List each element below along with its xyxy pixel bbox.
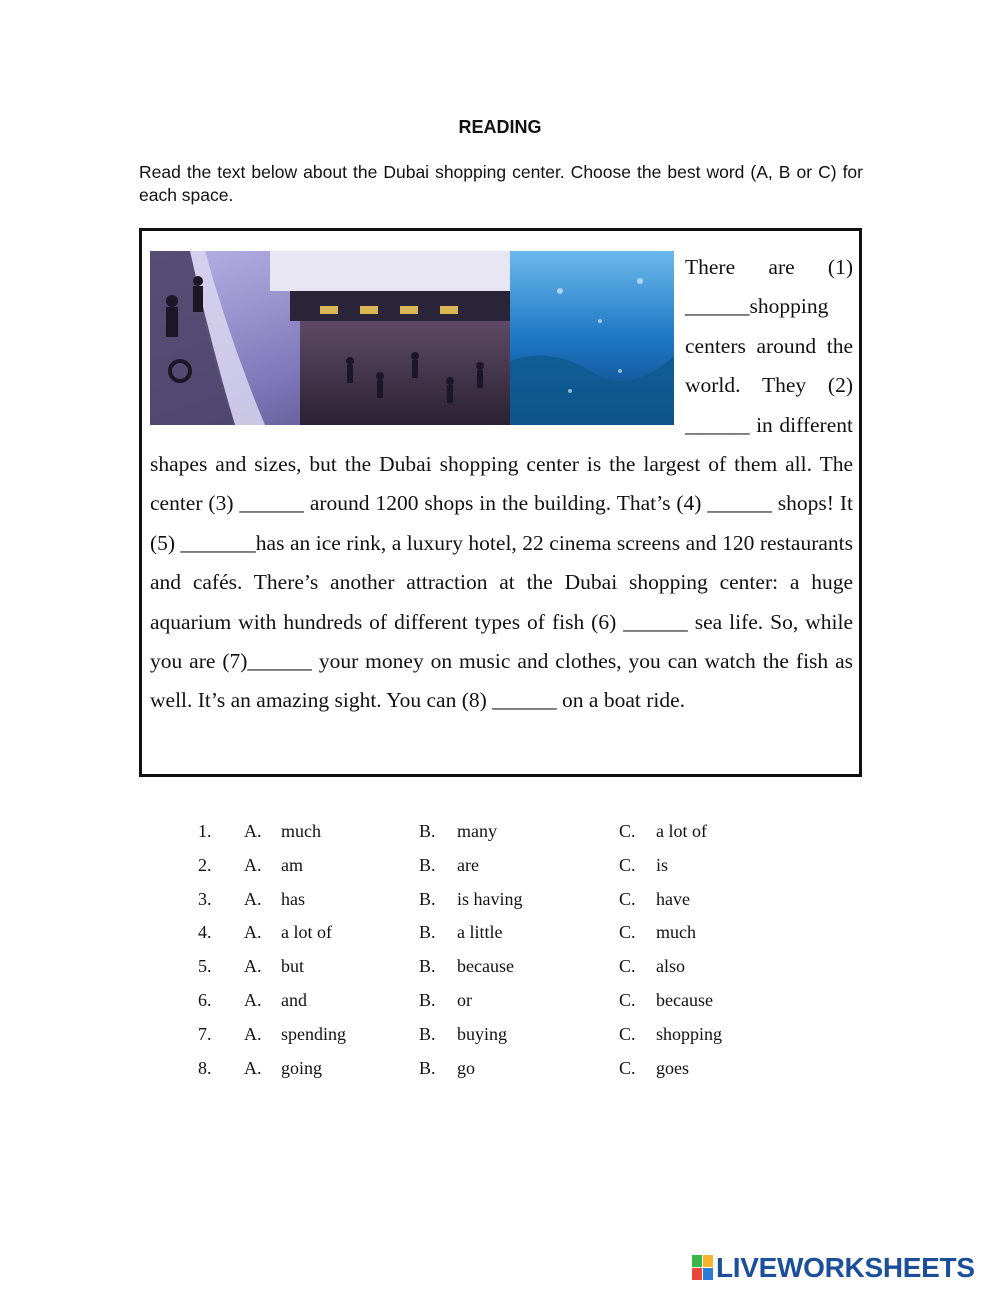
option-b[interactable]: because: [457, 956, 514, 977]
option-row: [198, 815, 798, 849]
option-c[interactable]: also: [656, 956, 685, 977]
passage-text: There are (1) ______shopping centers around the world. They (2) ______ in different shapes and sizes, but the Dubai shopping center is the largest of them all. The center (3) ______ around 1200 shops in the building. That’s (4) ______ shops! It (5) _______has an ice rink, a luxury hotel, 22 cinema screens and 120 restaurants and cafés. There’s another attraction at the Dubai shopping center: a huge aquarium with hundreds of different types of fish (6) ______ sea life. So, while you are (7)______ your money on music and clothes, you can watch the fish as well. It’s an amazing sight. You can (8) ______ on a boat ride.: [150, 255, 853, 713]
option-b-letter: B.: [419, 989, 436, 1010]
option-b-letter: B.: [419, 922, 436, 943]
reading-passage: [150, 248, 853, 721]
option-a[interactable]: going: [281, 1057, 323, 1078]
option-b[interactable]: or: [457, 989, 472, 1010]
option-a[interactable]: a lot of: [281, 922, 332, 943]
option-a[interactable]: and: [281, 989, 307, 1010]
image-float-spacer: [150, 248, 685, 438]
option-c-letter: C.: [619, 1057, 636, 1078]
option-c-letter: C.: [619, 854, 636, 875]
option-c[interactable]: because: [656, 989, 713, 1010]
option-a-letter: A.: [244, 1057, 262, 1078]
option-a-letter: A.: [244, 922, 262, 943]
option-a-letter: A.: [244, 956, 262, 977]
option-row: [198, 916, 798, 950]
option-c[interactable]: have: [656, 888, 690, 909]
option-b-letter: B.: [419, 1023, 436, 1044]
option-row: [198, 984, 798, 1018]
option-c-letter: C.: [619, 989, 636, 1010]
page-title: READING: [458, 117, 542, 137]
question-number: 4.: [198, 922, 212, 943]
option-c-letter: C.: [619, 821, 636, 841]
question-number: 2.: [198, 854, 212, 875]
option-a[interactable]: spending: [281, 1023, 346, 1044]
option-a[interactable]: but: [281, 956, 305, 977]
instructions: Read the text below about the Dubai shopping center. Choose the best word (A, B or C) for each space.: [139, 162, 863, 205]
option-a-letter: A.: [244, 854, 262, 875]
option-row: [198, 1018, 798, 1052]
question-number: 7.: [198, 1023, 212, 1044]
option-c[interactable]: much: [656, 922, 696, 943]
option-c[interactable]: is: [656, 854, 669, 875]
option-b-letter: B.: [419, 854, 436, 875]
question-number: 3.: [198, 888, 212, 909]
option-c-letter: C.: [619, 956, 636, 977]
option-c[interactable]: goes: [656, 1057, 689, 1078]
option-b-letter: B.: [419, 888, 436, 909]
option-c-letter: C.: [619, 922, 636, 943]
option-a-letter: A.: [244, 888, 262, 909]
option-b[interactable]: is having: [457, 888, 523, 909]
option-a-letter: A.: [244, 1023, 262, 1044]
option-c-letter: C.: [619, 888, 636, 909]
option-a[interactable]: much: [281, 821, 321, 841]
option-b[interactable]: go: [457, 1057, 475, 1078]
option-a[interactable]: has: [281, 888, 305, 909]
option-b[interactable]: buying: [457, 1023, 508, 1044]
option-b[interactable]: a little: [457, 922, 503, 943]
option-a[interactable]: am: [281, 854, 303, 875]
option-a-letter: A.: [244, 821, 262, 841]
question-number: 6.: [198, 989, 212, 1010]
option-row: [198, 849, 798, 883]
question-number: 5.: [198, 956, 212, 977]
brand-name: LIVEWORKSHEETS: [716, 1252, 975, 1283]
option-b[interactable]: are: [457, 854, 479, 875]
question-number: 1.: [198, 821, 212, 841]
option-a-letter: A.: [244, 989, 262, 1010]
brand-footer: [692, 1252, 975, 1284]
option-row: [198, 883, 798, 917]
option-row: [198, 1052, 798, 1086]
liveworksheets-logo-icon: [692, 1255, 714, 1281]
option-b-letter: B.: [419, 821, 436, 841]
answer-options: [198, 815, 798, 1085]
option-c[interactable]: shopping: [656, 1023, 723, 1044]
option-row: [198, 950, 798, 984]
option-c[interactable]: a lot of: [656, 821, 707, 841]
option-b-letter: B.: [419, 956, 436, 977]
option-b[interactable]: many: [457, 821, 497, 841]
question-number: 8.: [198, 1057, 212, 1078]
option-c-letter: C.: [619, 1023, 636, 1044]
option-b-letter: B.: [419, 1057, 436, 1078]
reading-text-box: [139, 228, 862, 777]
